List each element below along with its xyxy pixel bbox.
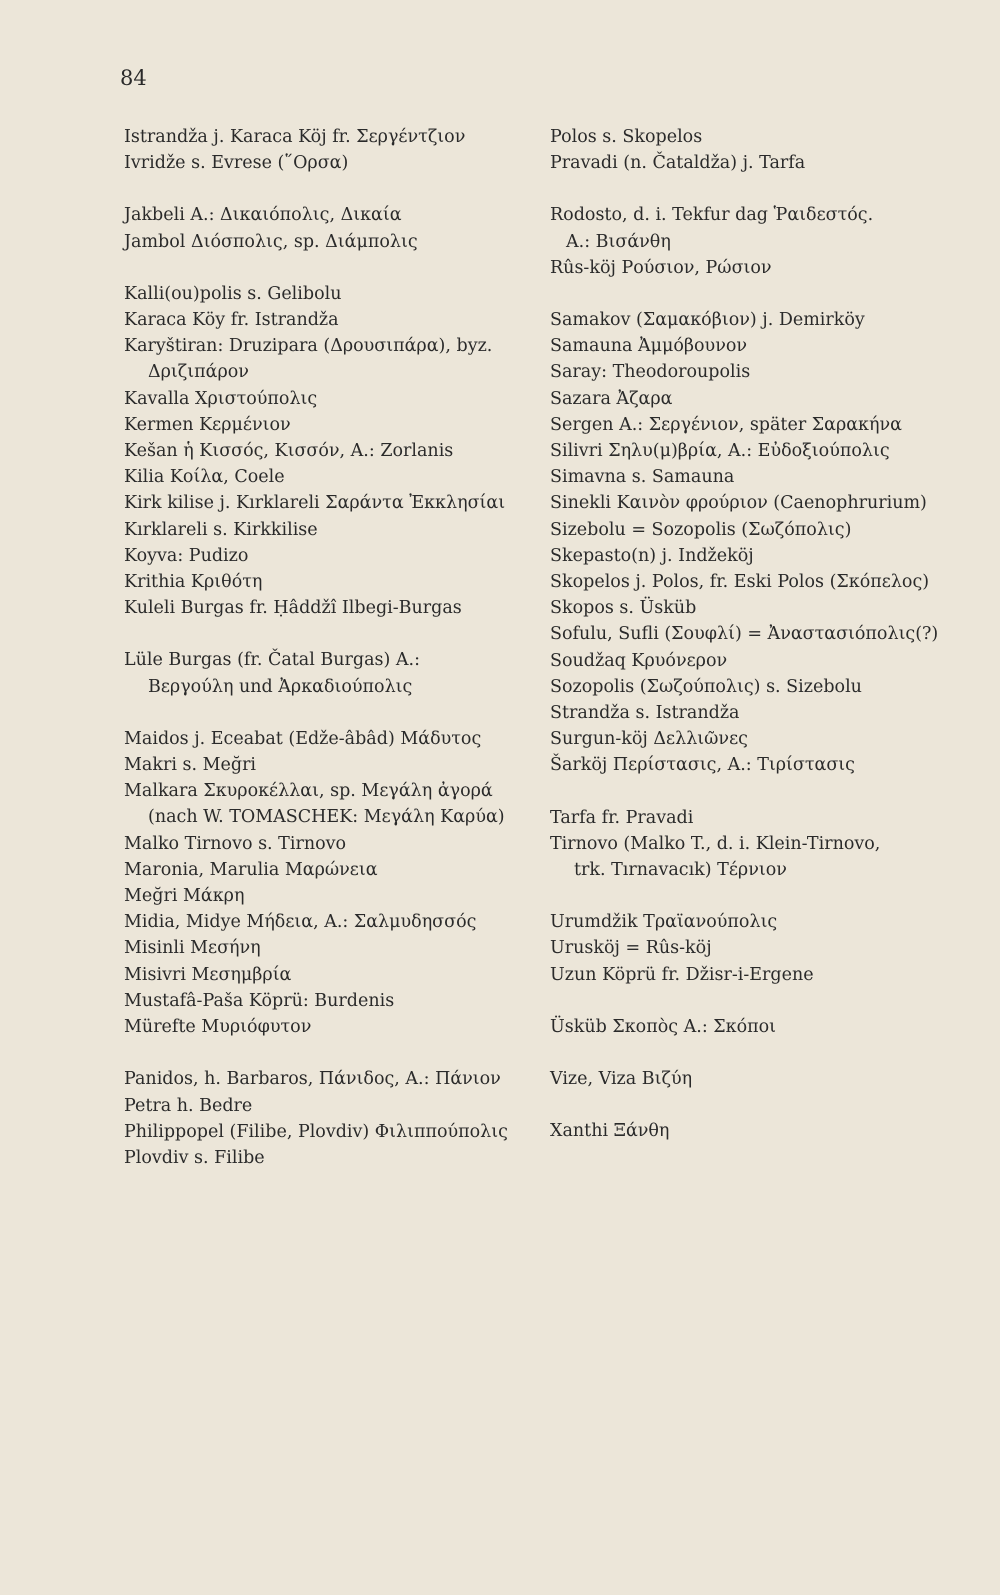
index-entry: Rodosto, d. i. Tekfur dag Ῥαιδεστός. — [550, 205, 874, 226]
index-entry: Sinekli Καινὸν φρούριον (Caenophrurium) — [550, 493, 927, 514]
index-entry: Kermen Κερμένιον — [124, 414, 291, 435]
index-entry: Surgun-köj Δελλιῶνες — [550, 729, 748, 750]
index-entry: Polos s. Skopelos — [550, 127, 703, 147]
group-spacer — [124, 255, 508, 281]
index-entry: Vize, Viza Βιζύη — [550, 1069, 693, 1090]
index-entry: Kešan ἡ Κισσός, Κισσόν, A.: Zorlanis — [124, 441, 454, 462]
index-entry: Sozopolis (Σωζούπολις) s. Sizebolu — [550, 676, 862, 697]
index-entry: Δριζιπάρον — [148, 362, 249, 383]
group-spacer — [550, 176, 938, 202]
index-entry: Sazara Ἀζαρα — [550, 388, 673, 409]
index-entry: Istrandža j. Karaca Köj fr. Σεργέντζιον — [124, 127, 466, 147]
index-entry: Misinli Μεσήνη — [124, 938, 261, 959]
index-entry: Midia, Midye Μήδεια, A.: Σαλμυδησσός — [124, 912, 477, 933]
index-entry: Skopos s. Üsküb — [550, 598, 697, 619]
index-entry: Panidos, h. Barbaros, Πάνιδος, A.: Πάνιον — [124, 1069, 501, 1090]
index-entry: Urumdžik Τραϊανούπολις — [550, 912, 778, 933]
group-spacer — [550, 281, 938, 307]
index-entry: Kilia Κοίλα, Coele — [124, 467, 285, 488]
index-entry: Mürefte Μυριόφυτον — [124, 1017, 312, 1038]
group-spacer — [550, 988, 938, 1014]
group-spacer — [550, 1040, 938, 1066]
index-entry: Jambol Διόσπολις, sp. Διάμπολις — [124, 231, 418, 252]
index-entry: Kirk kilise j. Kırklareli Σαράντα Ἐκκλησίαι — [124, 493, 506, 514]
index-entry: Petra h. Bedre — [124, 1095, 253, 1116]
index-entry: Kalli(ou)polis s. Gelibolu — [124, 283, 342, 304]
index-entry: Pravadi (n. Čataldža) j. Tarfa — [550, 153, 806, 174]
index-entry: Maidos j. Eceabat (Edže-âbâd) Μάδυτος — [124, 728, 482, 749]
index-entry: Skepasto(n) j. Indžeköj — [550, 545, 754, 566]
index-entry: Rûs-köj Ρούσιον, Ρώσιον — [550, 257, 772, 278]
index-entry: Sofulu, Sufli (Σουφλί) = Ἀναστασιόπολις(?) — [550, 624, 939, 645]
index-entry: Plovdiv s. Filibe — [124, 1147, 265, 1168]
group-spacer — [550, 1092, 938, 1118]
group-spacer — [124, 700, 508, 726]
index-entry: Mustafâ-Paša Köprü: Burdenis — [124, 990, 395, 1011]
index-entry: Kırklareli s. Kirkkilise — [124, 519, 318, 540]
index-entry: Soudžaq Κρυόνερον — [550, 650, 728, 671]
index-entry: Uzun Köprü fr. Džisr-i-Ergene — [550, 964, 814, 985]
right-column — [550, 124, 938, 1145]
index-entry: Simavna s. Samauna — [550, 467, 735, 488]
index-entry: (nach W. TOMASCHEK: Μεγάλη Καρύα) — [148, 807, 505, 828]
index-entry: Silivri Σηλυ(μ)βρία, A.: Εὐδοξιούπολις — [550, 441, 890, 462]
index-entry: Kavalla Χριστούπολις — [124, 388, 318, 409]
index-entry: Samauna Ἀμμόβουνον — [550, 336, 748, 357]
index-entry: Saray: Theodoroupolis — [550, 362, 751, 383]
index-entry: Malko Tirnovo s. Tirnovo — [124, 833, 347, 854]
index-entry: Samakov (Σαμακόβιον) j. Demirköy — [550, 310, 865, 331]
index-entry: Urusköj = Rûs-köj — [550, 938, 712, 959]
group-spacer — [550, 883, 938, 909]
index-entry: A.: Βισάνθη — [566, 231, 671, 252]
index-entry: Sergen A.: Σεργένιον, später Σαρακήνα — [550, 414, 902, 435]
index-entry: Jakbeli A.: Δικαιόπολις, Δικαία — [124, 205, 402, 226]
index-entry: Krithia Κριθότη — [124, 572, 263, 593]
group-spacer — [124, 621, 508, 647]
group-spacer — [124, 1040, 508, 1066]
index-entry: Makri s. Meğri — [124, 755, 257, 776]
index-entry: Strandža s. Istrandža — [550, 703, 740, 724]
index-entry: Tarfa fr. Pravadi — [550, 807, 694, 828]
group-spacer — [124, 176, 508, 202]
index-entry: Malkara Σκυροκέλλαι, sp. Μεγάλη ἀγορά — [124, 781, 493, 802]
index-entry: Ivridže s. Evrese (῞Ορσα) — [124, 153, 349, 174]
index-entry: Karyštiran: Druzipara (Δρουσιπάρα), byz. — [124, 336, 493, 357]
index-entry: Kuleli Burgas fr. Ḥâddžî Ilbegi-Burgas — [124, 598, 462, 619]
index-entry: Sizebolu = Sozopolis (Σωζόπολις) — [550, 519, 852, 540]
index-entry: trk. Tırnavacık) Τέρνιον — [574, 860, 787, 881]
group-spacer — [550, 779, 938, 805]
index-entry: Xanthi Ξάνθη — [550, 1121, 670, 1142]
left-column — [124, 124, 508, 1171]
index-entry: Üsküb Σκοπὸς A.: Σκόποι — [550, 1016, 777, 1037]
index-entry: Šarköj Περίστασις, A.: Τιρίστασις — [550, 755, 855, 776]
index-entry: Karaca Köy fr. Istrandža — [124, 310, 339, 331]
index-entry: Philippopel (Filibe, Plovdiv) Φιλιππούπολις — [124, 1121, 508, 1142]
index-entry: Skopelos j. Polos, fr. Eski Polos (Σκόπελος) — [550, 572, 930, 593]
index-entry: Koyva: Pudizo — [124, 545, 249, 566]
index-entry: Βεργούλη und Ἀρκαδιούπολις — [148, 676, 413, 697]
index-entry: Lüle Burgas (fr. Čatal Burgas) A.: — [124, 650, 421, 671]
index-entry: Maronia, Marulia Μαρώνεια — [124, 859, 378, 880]
page-number: 84 — [120, 66, 147, 90]
index-entry: Misivri Μεσημβρία — [124, 964, 292, 985]
index-entry: Tirnovo (Malko T., d. i. Klein-Tirnovo, — [550, 833, 881, 854]
index-entry: Meğri Μάκρη — [124, 886, 245, 907]
